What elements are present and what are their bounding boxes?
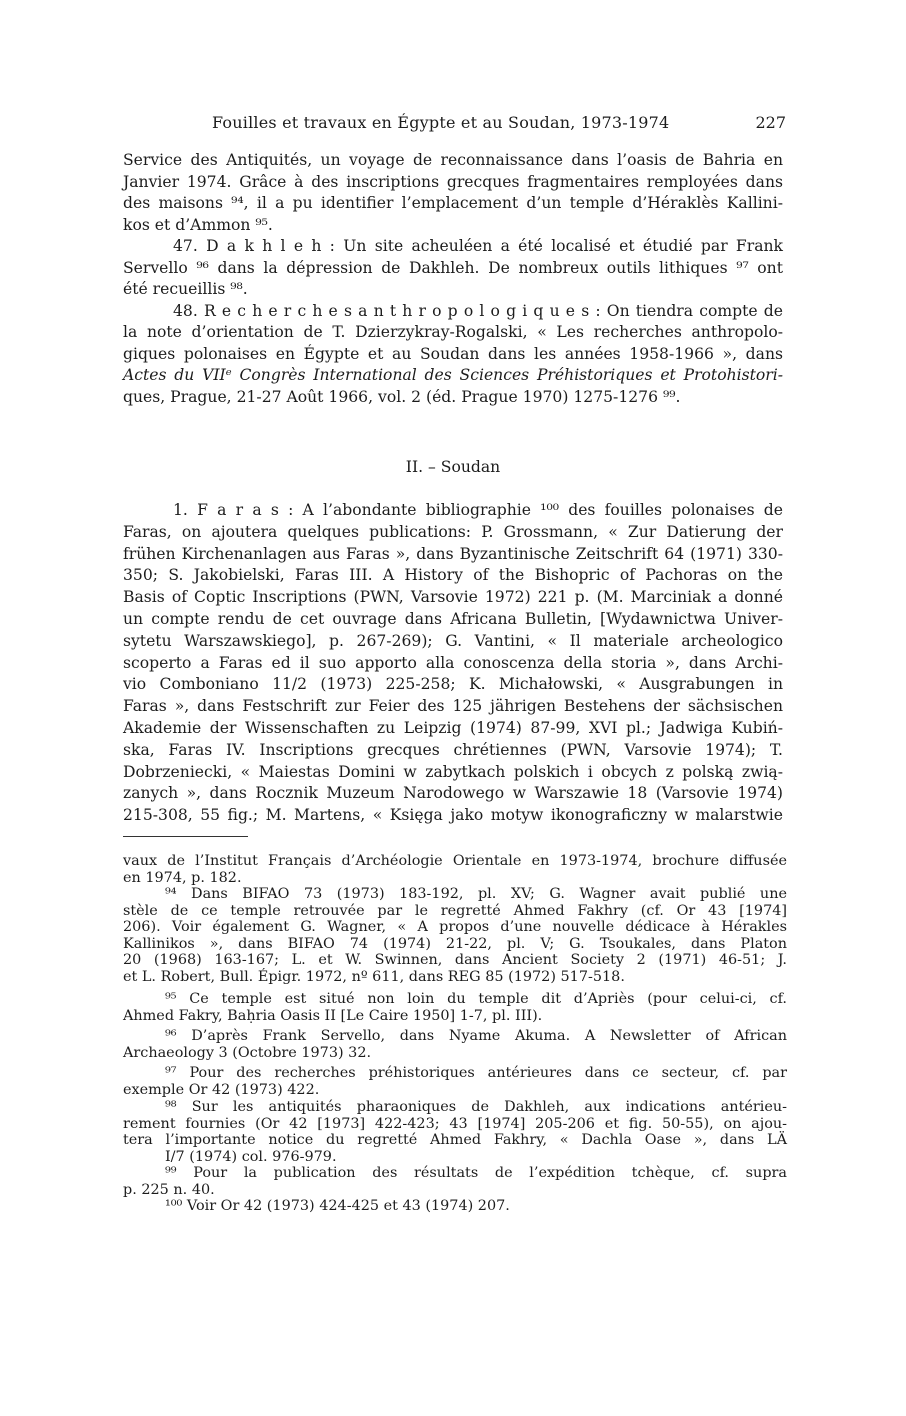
body-line: 350; S. Jakobielski, Faras III. A History of the Bishopric of Pachoras on the <box>123 566 783 585</box>
body-line: 215-308, 55 fig.; M. Martens, « Księga jako motyw ikonograficzny w malarstwie <box>123 806 783 825</box>
body-line: zanych », dans Rocznik Muzeum Narodowego w Warszawie 18 (Varsovie 1974) <box>123 784 783 803</box>
footnote-line: 206). Voir également G. Wagner, « A propos d’une nouvelle dédicace à Hérakles <box>123 919 787 935</box>
body-line: Dobrzeniecki, « Maiestas Domini w zabytkach polskich i obcych z polską zwią- <box>123 762 783 781</box>
footnote-99: ⁹⁹ Pour la publication des résultats de l’expédition tchèque, cf. supra <box>165 1165 787 1181</box>
footnote-line: Kallinikos », dans BIFAO 74 (1974) 21-22, pl. V; G. Tsoukales, dans Platon <box>123 935 787 952</box>
page-number: 227 <box>755 113 786 132</box>
footnote-line: en 1974, p. 182. <box>123 869 242 886</box>
body-line: ques, Prague, 21-27 Août 1966, vol. 2 (éd. Prague 1970) 1275-1276 ⁹⁹. <box>123 387 681 406</box>
footnote-98: ⁹⁸ Sur les antiquités pharaoniques de Dakhleh, aux indications antérieu- <box>165 1099 787 1115</box>
body-line: kos et d’Ammon ⁹⁵. <box>123 215 273 234</box>
footnote-line: Archaeology 3 (Octobre 1973) 32. <box>123 1044 372 1061</box>
footnote-line: stèle de ce temple retrouvée par le regretté Ahmed Fakhry (cf. Or 43 [1974] <box>123 902 787 919</box>
footnote-line: rement fournies (Or 42 [1973] 422-423; 43 [1974] 205-206 et fig. 50-55), on ajou- <box>123 1115 787 1132</box>
body-line: ska, Faras IV. Inscriptions grecques chrétiennes (PWN, Varsovie 1974); T. <box>123 740 783 759</box>
running-header <box>212 113 786 137</box>
paragraph-48-recherches: 48. R e c h e r c h e s a n t h r o p o l o g i q u e s : On tiendra compte de <box>173 301 783 320</box>
footnote-97: ⁹⁷ Pour des recherches préhistoriques antérieures dans ce secteur, cf. par <box>165 1065 787 1081</box>
section-heading: II. – Soudan <box>405 458 501 476</box>
footnote-line: I/7 (1974) col. 976-979. <box>165 1148 337 1165</box>
paragraph-1-faras: 1. F a r a s : A l’abondante bibliographie ¹⁰⁰ des fouilles polonaises de <box>173 501 783 519</box>
body-line: Faras », dans Festschrift zur Feier des 125 jährigen Bestehens der sächsischen <box>123 697 783 716</box>
footnote-line: vaux de l’Institut Français d’Archéologie Orientale en 1973-1974, brochure diffusée <box>123 853 787 869</box>
body-line: un compte rendu de cet ouvrage dans Africana Bulletin, [Wydawnictwa Univer- <box>123 610 783 628</box>
body-line: scoperto a Faras ed il suo apporto alla conoscenza della storia », dans Archi- <box>123 653 783 672</box>
body-line: Service des Antiquités, un voyage de reconnaissance dans l’oasis de Bahria en <box>123 151 783 169</box>
body-line: Servello ⁹⁶ dans la dépression de Dakhleh. De nombreux outils lithiques ⁹⁷ ont <box>123 258 783 277</box>
body-line: Faras, on ajoutera quelques publications: P. Grossmann, « Zur Datierung der <box>123 522 783 541</box>
body-line: frühen Kirchenanlagen aus Faras », dans Byzantinische Zeitschrift 64 (1971) 330- <box>123 544 783 563</box>
footnote-95: ⁹⁵ Ce temple est situé non loin du temple dit d’Apriès (pour celui-ci, cf. <box>165 991 787 1007</box>
footnote-line: tera l’importante notice du regretté Ahmed Fakhry, « Dachla Oase », dans LÄ <box>123 1132 787 1148</box>
footnote-96: ⁹⁶ D’après Frank Servello, dans Nyame Akuma. A Newsletter of African <box>165 1028 787 1044</box>
running-title: Fouilles et travaux en Égypte et au Soudan, 1973-1974 <box>212 113 670 132</box>
footnote-94: ⁹⁴ Dans BIFAO 73 (1973) 183-192, pl. XV; G. Wagner avait publié une <box>165 886 787 902</box>
footnote-separator <box>123 836 248 837</box>
body-line: des maisons ⁹⁴, il a pu identifier l’emplacement d’un temple d’Héraklès Kallini- <box>123 194 783 212</box>
body-line: été recueillis ⁹⁸. <box>123 280 248 298</box>
body-line: giques polonaises en Égypte et au Soudan dans les années 1958-1966 », dans <box>123 344 783 363</box>
body-line: Akademie der Wissenschaften zu Leipzig (1974) 87-99, XVI pl.; Jadwiga Kubiń- <box>123 719 783 737</box>
body-line: la note d’orientation de T. Dzierzykray-Rogalski, « Les recherches anthropolo- <box>123 323 783 341</box>
body-line: sytetu Warszawskiego], p. 267-269); G. Vantini, « Il materiale archeologico <box>123 631 783 650</box>
footnote-line: Ahmed Fakry, Baḥria Oasis II [Le Caire 1950] 1-7, pl. III). <box>123 1007 543 1024</box>
body-line: Janvier 1974. Grâce à des inscriptions grecques fragmentaires remployées dans <box>123 172 783 191</box>
footnote-100: ¹⁰⁰ Voir Or 42 (1973) 424-425 et 43 (1974) 207. <box>165 1198 510 1214</box>
body-line: Actes du VIIᵉ Congrès International des Sciences Préhistoriques et Protohistori- <box>123 366 783 384</box>
footnote-line: exemple Or 42 (1973) 422. <box>123 1081 320 1098</box>
paragraph-47-dakhleh: 47. D a k h l e h : Un site acheuléen a été localisé et étudié par Frank <box>173 237 783 255</box>
body-line: Basis of Coptic Inscriptions (PWN, Varsovie 1972) 221 p. (M. Marciniak a donné <box>123 588 783 607</box>
body-line: vio Comboniano 11/2 (1973) 225-258; K. Michałowski, « Ausgrabungen in <box>123 675 783 694</box>
footnote-line: 20 (1968) 163-167; L. et W. Swinnen, dans Ancient Society 2 (1971) 46-51; J. <box>123 952 787 968</box>
footnote-line: p. 225 n. 40. <box>123 1181 215 1198</box>
footnote-line: et L. Robert, Bull. Épigr. 1972, nº 611, dans REG 85 (1972) 517-518. <box>123 968 625 985</box>
